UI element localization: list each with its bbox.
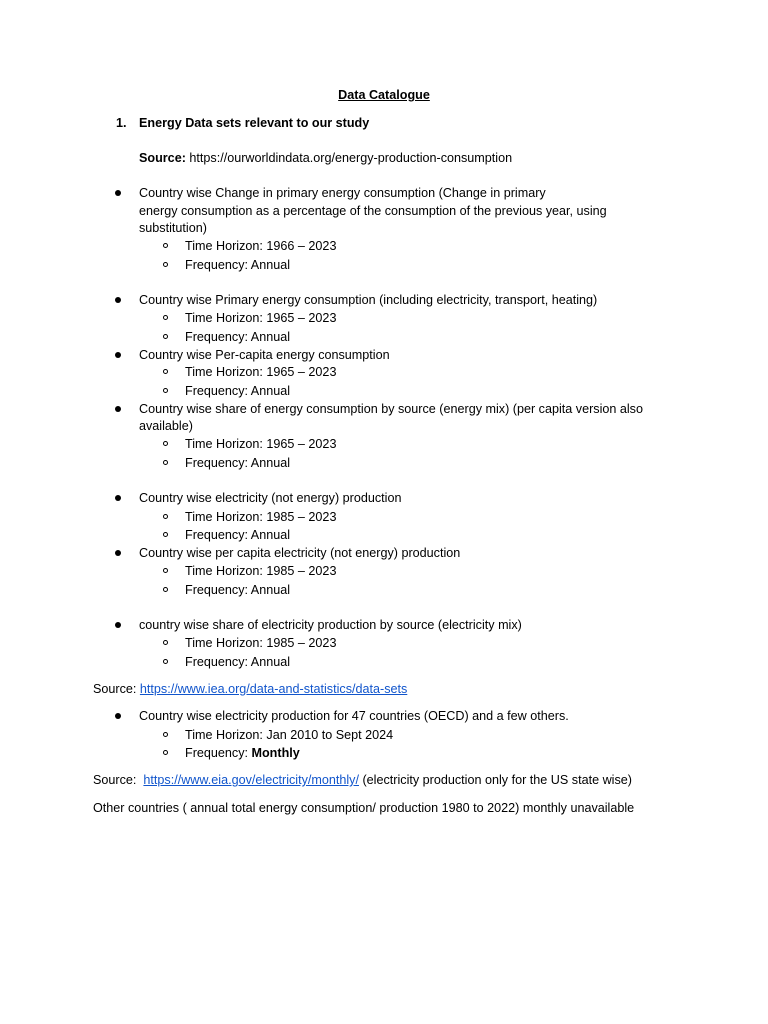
- time-horizon: Time Horizon: 1985 – 2023: [185, 564, 337, 578]
- list-item-text: energy consumption as a percentage of the consumption of the previous year, using: [139, 204, 607, 218]
- source-label: Source:: [93, 773, 137, 787]
- other-countries-note: Other countries ( annual total energy consumption/ production 1980 to 2022) monthly unavailable: [93, 801, 635, 815]
- frequency: Frequency: Annual: [185, 583, 291, 597]
- sub-bullet-icon: [163, 441, 168, 446]
- frequency-label: Frequency:: [185, 746, 248, 760]
- section-heading: Energy Data sets relevant to our study: [139, 116, 370, 130]
- bullet-icon: [115, 190, 121, 196]
- document-title: Data Catalogue: [338, 88, 430, 102]
- owid-source-line: [139, 149, 512, 167]
- sub-bullet-icon: [163, 315, 168, 320]
- sub-bullet-icon: [163, 732, 168, 737]
- list-item-text: Country wise Per-capita energy consumption: [139, 348, 390, 362]
- iea-source-line: [93, 680, 407, 698]
- frequency: Frequency: Annual: [185, 330, 291, 344]
- eia-source-line: [93, 771, 632, 789]
- time-horizon: Time Horizon: 1985 – 2023: [185, 636, 337, 650]
- sub-bullet-icon: [163, 750, 168, 755]
- list-item-text: Country wise electricity (not energy) production: [139, 491, 402, 505]
- frequency: Frequency: Annual: [185, 528, 291, 542]
- time-horizon: Time Horizon: 1965 – 2023: [185, 365, 337, 379]
- sub-bullet-icon: [163, 262, 168, 267]
- bullet-icon: [115, 352, 121, 358]
- time-horizon: Time Horizon: 1965 – 2023: [185, 437, 337, 451]
- list-item-text: available): [139, 419, 193, 433]
- iea-source-link[interactable]: https://www.iea.org/data-and-statistics/data-sets: [139, 682, 408, 696]
- owid-source-url: https://ourworldindata.org/energy-production-consumption: [189, 151, 513, 165]
- sub-bullet-icon: [163, 388, 168, 393]
- sub-bullet-icon: [163, 243, 168, 248]
- sub-bullet-icon: [163, 514, 168, 519]
- bullet-icon: [115, 622, 121, 628]
- frequency: Frequency: Annual: [185, 384, 291, 398]
- time-horizon: Time Horizon: Jan 2010 to Sept 2024: [185, 728, 394, 742]
- time-horizon: Time Horizon: 1966 – 2023: [185, 239, 337, 253]
- sub-bullet-icon: [163, 460, 168, 465]
- bullet-icon: [115, 550, 121, 556]
- frequency: Frequency: Annual: [185, 258, 291, 272]
- eia-note: (electricity production only for the US state wise): [362, 773, 632, 787]
- bullet-icon: [115, 297, 121, 303]
- list-item-text: Country wise Primary energy consumption (including electricity, transport, heating): [139, 293, 598, 307]
- time-horizon: Time Horizon: 1985 – 2023: [185, 510, 337, 524]
- bullet-icon: [115, 495, 121, 501]
- frequency: Frequency: Annual: [185, 655, 291, 669]
- eia-source-link[interactable]: https://www.eia.gov/electricity/monthly/: [143, 773, 359, 787]
- source-label: Source:: [93, 682, 137, 696]
- list-item-text: Country wise share of energy consumption by source (energy mix) (per capita version also: [139, 402, 643, 416]
- bullet-icon: [115, 406, 121, 412]
- frequency-value: Monthly: [251, 746, 300, 760]
- source-label: Source:: [139, 151, 186, 165]
- list-item-text: country wise share of electricity production by source (electricity mix): [139, 618, 522, 632]
- sub-bullet-icon: [163, 334, 168, 339]
- list-item-text: Country wise Change in primary energy consumption (Change in primary: [139, 186, 546, 200]
- frequency: Frequency: Annual: [185, 456, 291, 470]
- bullet-icon: [115, 713, 121, 719]
- list-item-text: Country wise electricity production for 47 countries (OECD) and a few others.: [139, 709, 569, 723]
- sub-bullet-icon: [163, 532, 168, 537]
- frequency: [185, 744, 300, 762]
- sub-bullet-icon: [163, 587, 168, 592]
- time-horizon: Time Horizon: 1965 – 2023: [185, 311, 337, 325]
- sub-bullet-icon: [163, 659, 168, 664]
- section-number: 1.: [116, 116, 127, 130]
- sub-bullet-icon: [163, 640, 168, 645]
- sub-bullet-icon: [163, 568, 168, 573]
- list-item-text: Country wise per capita electricity (not energy) production: [139, 546, 461, 560]
- sub-bullet-icon: [163, 369, 168, 374]
- list-item-text: substitution): [139, 221, 207, 235]
